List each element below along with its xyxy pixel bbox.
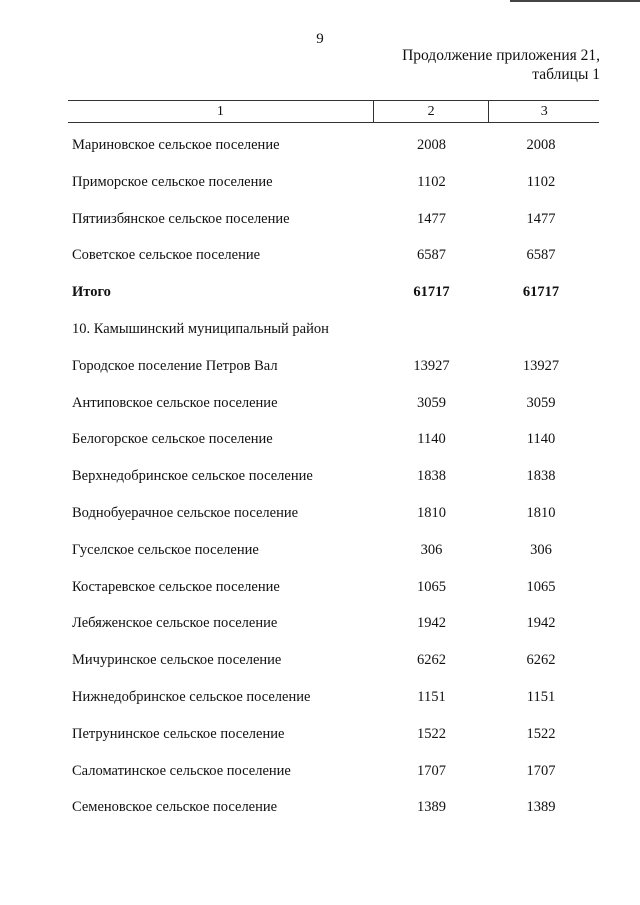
- continuation-line-1: Продолжение приложения 21,: [402, 47, 600, 64]
- row-value-col2: 1707: [417, 762, 446, 779]
- row-name: 10. Камышинский муниципальный район: [72, 320, 329, 337]
- row-name: Воднобуерачное сельское поселение: [72, 504, 299, 521]
- row-value-col2: 1151: [417, 688, 446, 705]
- table-row: [0, 171, 640, 208]
- table-row: [0, 686, 640, 723]
- top-rule: [510, 0, 640, 2]
- table-row-total: [0, 281, 640, 318]
- row-value-col2: 1942: [417, 615, 446, 632]
- row-value-col3: 3059: [526, 394, 556, 411]
- row-value-col3: 6587: [526, 247, 556, 264]
- row-value-col2: 1389: [417, 799, 446, 816]
- table-row: [0, 649, 640, 686]
- row-value-col2: 6587: [417, 247, 446, 264]
- table-row: [0, 465, 640, 502]
- row-value-col3: 1810: [526, 504, 556, 521]
- row-value-col2: 1838: [417, 468, 446, 485]
- table-row: [0, 134, 640, 171]
- row-name: Антиповское сельское поселение: [72, 394, 278, 411]
- row-name: Мариновское сельское поселение: [72, 137, 280, 153]
- row-value-col3: 1942: [526, 615, 556, 632]
- row-value-col3: 1151: [526, 688, 556, 705]
- table-body: [0, 134, 640, 833]
- row-value-col3: 1389: [526, 799, 556, 816]
- row-value-col2: 61717: [413, 284, 450, 301]
- row-name: Костаревское сельское поселение: [72, 578, 280, 595]
- row-name: Верхнедобринское сельское поселение: [72, 468, 313, 485]
- row-name: Нижнедобринское сельское поселение: [72, 688, 311, 705]
- table-row: [0, 318, 640, 355]
- row-value-col2: 1140: [417, 431, 446, 448]
- column-header-1: 1: [68, 101, 374, 122]
- page-number: 9: [316, 31, 324, 47]
- row-name: Семеновское сельское поселение: [72, 799, 278, 816]
- row-name: Итого: [72, 284, 111, 301]
- row-value-col2: 1477: [417, 210, 446, 227]
- continuation-line-2: таблицы 1: [532, 66, 600, 83]
- table-header: [68, 100, 599, 123]
- row-value-col2: 1810: [417, 504, 446, 521]
- table-row: [0, 723, 640, 760]
- table-row: [0, 539, 640, 576]
- row-name: Лебяженское сельское поселение: [72, 615, 278, 632]
- table-row: [0, 502, 640, 539]
- row-value-col3: 1522: [526, 725, 556, 742]
- row-value-col2: 306: [420, 541, 443, 558]
- table-row: [0, 612, 640, 649]
- row-name: Гуселское сельское поселение: [72, 541, 259, 558]
- row-name: Белогорское сельское поселение: [72, 431, 273, 448]
- row-value-col3: 61717: [522, 284, 560, 301]
- table-row: [0, 760, 640, 797]
- row-value-col2: 1522: [417, 725, 446, 742]
- row-name: Городское поселение Петров Вал: [72, 357, 278, 374]
- column-header-2: 2: [374, 101, 490, 122]
- row-value-col2: 2008: [417, 137, 446, 153]
- row-name: Пятиизбянское сельское поселение: [72, 210, 290, 227]
- table-row: [0, 576, 640, 613]
- row-value-col3: 13927: [522, 357, 560, 374]
- row-value-col2: 6262: [417, 652, 446, 669]
- row-value-col2: 13927: [413, 357, 450, 374]
- row-value-col3: 306: [530, 541, 552, 558]
- row-value-col3: 6262: [526, 652, 556, 669]
- row-value-col3: 1102: [526, 173, 556, 190]
- continuation-note: [300, 46, 600, 84]
- row-name: Советское сельское поселение: [72, 247, 261, 264]
- table-row: [0, 428, 640, 465]
- row-value-col3: 1065: [526, 578, 556, 595]
- row-value-col3: 2008: [526, 137, 556, 153]
- table-row: [0, 244, 640, 281]
- row-value-col3: 1140: [526, 431, 556, 448]
- table-row: [0, 392, 640, 429]
- table-row: [0, 796, 640, 833]
- row-value-col3: 1477: [526, 210, 556, 227]
- row-value-col2: 1102: [417, 173, 446, 190]
- row-value-col3: 1838: [526, 468, 556, 485]
- table-row: [0, 208, 640, 245]
- row-value-col2: 3059: [417, 394, 446, 411]
- table-row: [0, 355, 640, 392]
- row-name: Приморское сельское поселение: [72, 173, 273, 190]
- row-value-col2: 1065: [417, 578, 446, 595]
- row-name: Мичуринское сельское поселение: [72, 652, 282, 669]
- row-name: Петрунинское сельское поселение: [72, 725, 285, 742]
- row-value-col3: 1707: [526, 762, 556, 779]
- column-header-3: 3: [540, 103, 548, 119]
- row-name: Саломатинское сельское поселение: [72, 762, 291, 779]
